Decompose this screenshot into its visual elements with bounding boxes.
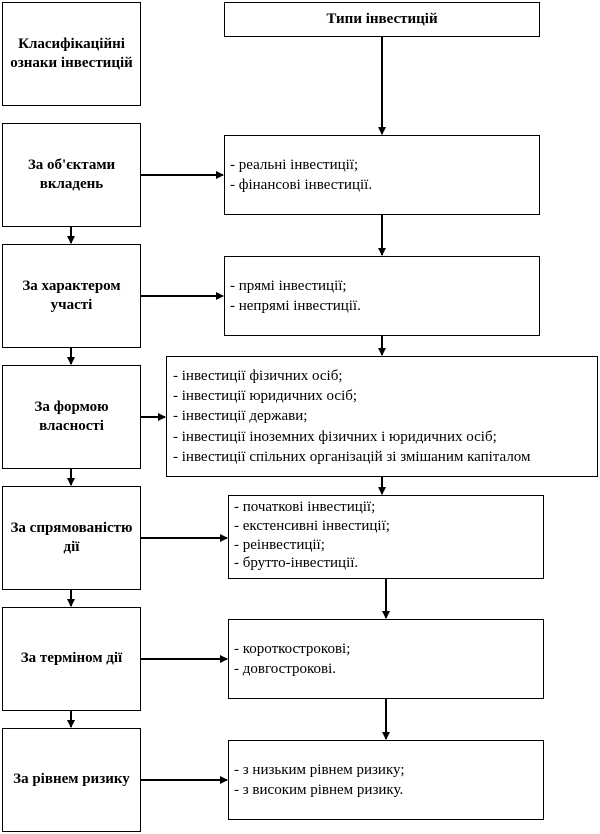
criterion-label: За спрямованістю дії	[10, 519, 133, 555]
type-item: - короткострокові;	[234, 640, 351, 657]
type-item: - реальні інвестиції;	[230, 156, 359, 173]
criterion-box-term	[2, 607, 141, 711]
types-box-direction	[228, 495, 544, 579]
types-header-box	[224, 2, 540, 37]
type-item: - інвестиції юридичних осіб;	[173, 388, 358, 405]
type-item: - з низьким рівнем ризику;	[234, 761, 405, 778]
criterion-box-participation	[2, 244, 141, 348]
type-item: - з високим рівнем ризику.	[234, 782, 404, 798]
types-box-participation	[224, 256, 540, 336]
criterion-label: За рівнем ризику	[13, 771, 130, 788]
types-box-ownership	[166, 356, 598, 477]
criterion-label: За формою власності	[34, 398, 109, 434]
type-item: - непрямі інвестиції.	[230, 298, 361, 314]
criterion-label: За характером участі	[22, 277, 121, 313]
criterion-box-objects	[2, 123, 141, 227]
type-item: - фінансові інвестиції.	[230, 177, 373, 193]
criterion-box-direction	[2, 486, 141, 590]
type-item: - інвестиції держави;	[173, 408, 308, 425]
type-item: - інвестиції іноземних фізичних і юридичних осіб;	[173, 428, 497, 445]
type-item: - довгострокові.	[234, 661, 337, 677]
criterion-label: За терміном дії	[20, 650, 123, 667]
type-item: - інвестиції фізичних осіб;	[173, 367, 343, 384]
type-item: - реінвестиції;	[234, 536, 325, 553]
classification-header-title: Класифікаційні ознаки інвестицій	[10, 35, 133, 71]
type-item: - екстенсивні інвестиції;	[234, 517, 390, 534]
types-box-objects	[224, 135, 540, 215]
types-box-risk	[228, 740, 544, 820]
types-box-term	[228, 619, 544, 699]
type-item: - прямі інвестиції;	[230, 277, 347, 294]
type-item: - брутто-інвестиції.	[234, 555, 359, 572]
criterion-box-ownership	[2, 365, 141, 469]
types-header-title: Типи інвестицій	[326, 11, 438, 27]
classification-header-box	[2, 2, 141, 106]
type-item: - початкові інвестиції;	[234, 499, 376, 515]
type-item: - інвестиції спільних організацій зі змішаним капіталом	[173, 448, 531, 465]
criterion-box-risk	[2, 728, 141, 832]
criterion-label: За об'єктами вкладень	[27, 156, 116, 192]
